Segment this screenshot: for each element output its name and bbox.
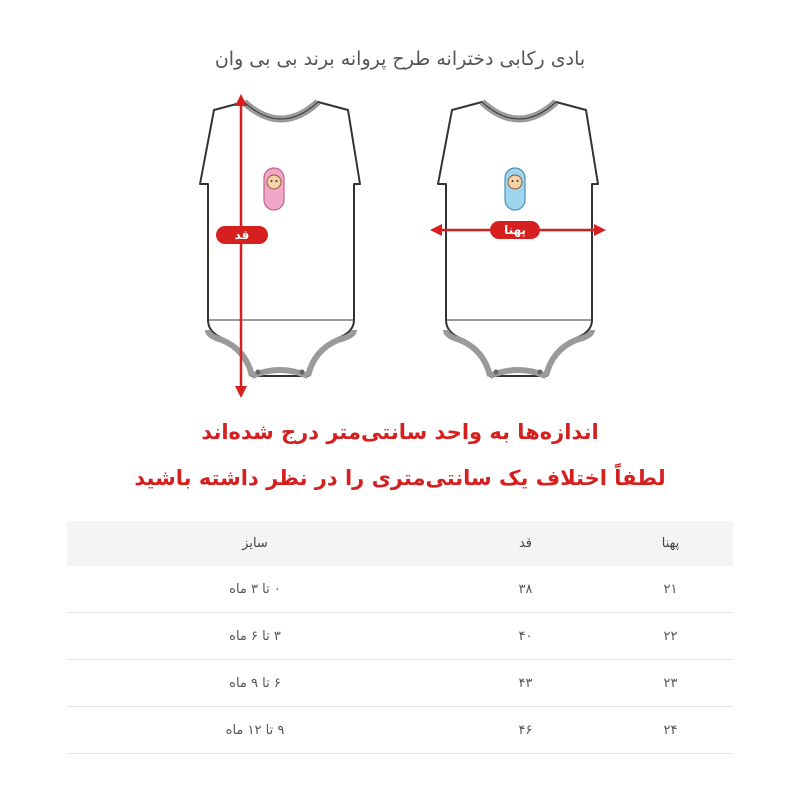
table-row	[67, 707, 733, 754]
page-title: بادی رکابی دخترانه طرح پروانه برند بی بی وان	[214, 48, 586, 70]
notice-units: اندازه‌ها به واحد سانتی‌متر درج شده‌اند	[201, 420, 599, 444]
cell-height: ۴۳	[518, 675, 533, 691]
cell-size: ۹ تا ۱۲ ماه	[225, 722, 285, 738]
cell-width: ۲۴	[663, 722, 678, 738]
cell-height: ۳۸	[518, 581, 533, 597]
bodysuit-height-diagram	[186, 92, 376, 402]
width-label: پهنا	[504, 223, 526, 237]
cell-size: ۶ تا ۹ ماه	[229, 675, 281, 691]
table-row	[67, 566, 733, 613]
cell-width: ۲۲	[663, 628, 678, 644]
cell-height: ۴۶	[518, 722, 533, 738]
cell-width: ۲۱	[663, 581, 678, 597]
table-header	[67, 521, 733, 566]
cell-size: ۰ تا ۳ ماه	[229, 581, 281, 597]
cell-size: ۳ تا ۶ ماه	[229, 628, 281, 644]
header-height: قد	[518, 536, 533, 551]
table-row	[67, 613, 733, 660]
mascot-icon	[505, 168, 525, 210]
header-width: پهنا	[661, 536, 680, 551]
height-label: قد	[234, 228, 250, 242]
cell-height: ۴۰	[518, 628, 533, 644]
header-size: سایز	[242, 536, 268, 551]
cell-width: ۲۳	[663, 675, 678, 691]
size-table	[67, 521, 733, 754]
notice-tolerance: لطفاً اختلاف یک سانتی‌متری را در نظر داشته باشید	[134, 466, 666, 490]
mascot-icon	[264, 168, 284, 210]
table-row	[67, 660, 733, 707]
bodysuit-width-diagram	[424, 92, 614, 402]
